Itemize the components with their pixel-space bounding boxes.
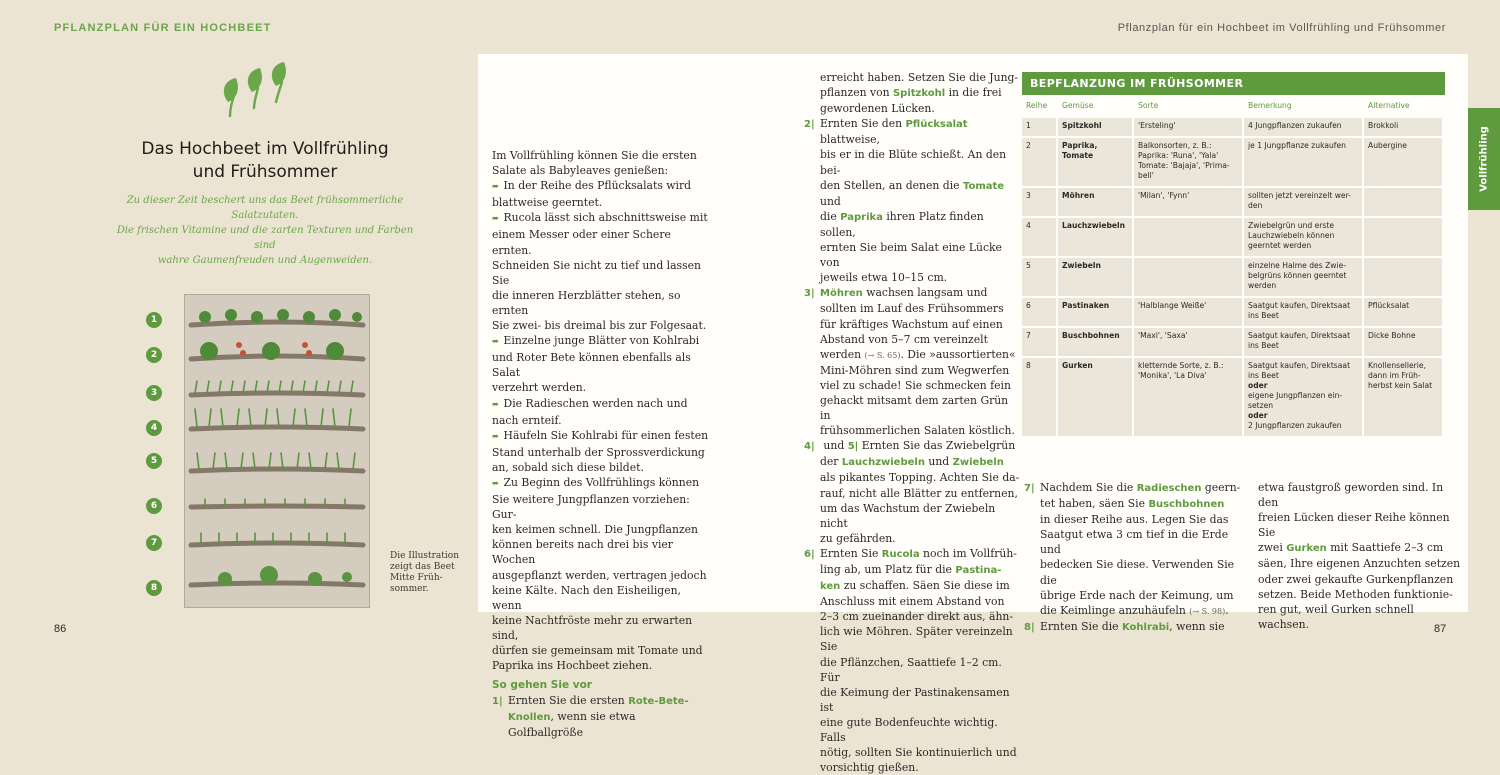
cell-line: oder: [1248, 381, 1268, 390]
row-badge: 3: [146, 385, 162, 401]
cell-line: werden: [1248, 281, 1277, 290]
text-line: lich wie Möhren. Später vereinzeln Sie: [820, 625, 1013, 654]
cell-line: ins Beet: [1248, 341, 1279, 350]
cell-line: 'Ersteling': [1138, 121, 1176, 130]
chapter-tab[interactable]: [1468, 108, 1500, 210]
table-cell-sorte: [1134, 218, 1242, 256]
table-cell-bemerkung: [1244, 328, 1362, 356]
bullet-item: ➨ Die Radieschen werden nach und: [492, 396, 688, 410]
table-row: [1022, 328, 1442, 356]
text-line: freien Lücken dieser Reihe können Sie: [1258, 511, 1450, 540]
text-line: die Pflänzchen, Saattiefe 1–2 cm. Für: [820, 655, 1002, 684]
text-line: ernten Sie beim Salat eine Lücke von: [820, 241, 1002, 270]
bullet-item: ➨ Zu Beginn des Vollfrühlings können: [492, 475, 700, 489]
cell-line: je 1 Jungpflanze zukaufen: [1248, 141, 1346, 150]
chapter-tab-label: Vollfrühling: [1478, 126, 1490, 192]
text-line: die Paprika ihren Platz finden sollen,: [820, 209, 984, 239]
cell-line: Saatgut kaufen, Direktsaat: [1248, 301, 1351, 310]
cell-line: 'Halblange Weiße': [1138, 301, 1207, 310]
cell-line: setzen: [1248, 401, 1274, 410]
cell-line: Pastinaken: [1062, 301, 1110, 310]
cell-line: den: [1248, 201, 1263, 210]
cell-line: sollten jetzt vereinzelt wer-: [1248, 191, 1351, 200]
cell-line: Paprika,: [1062, 141, 1098, 150]
cell-line: Paprika: 'Runa', 'Yala': [1138, 151, 1219, 160]
table-cell-bemerkung: [1244, 218, 1362, 256]
title-line: und Frühsommer: [192, 162, 338, 182]
text-line: Saatgut etwa 3 cm tief in die Erde und: [1040, 528, 1229, 557]
text-line: 2–3 cm zueinander direkt aus, ähn-: [820, 610, 1014, 624]
text-line: frühsommerlichen Salaten köstlich.: [820, 424, 1015, 438]
page-reference[interactable]: (→ S. 65): [864, 350, 901, 360]
text-line: die Keimlinge anzuhäufeln (→ S. 98).: [1040, 603, 1229, 617]
table-cell-reihe: 7: [1022, 328, 1056, 356]
table-row: [1022, 138, 1442, 186]
row-badge: 5: [146, 453, 162, 469]
illustration-caption: [390, 551, 464, 595]
arrow-icon: ➨: [492, 431, 500, 442]
text-line: ausgepflanzt werden, vertragen jedoch: [492, 568, 707, 582]
arrow-icon: ➨: [492, 337, 500, 348]
table-cell-alternative: [1364, 298, 1442, 326]
row-badge: 7: [146, 535, 162, 551]
column-header: Bemerkung: [1248, 101, 1292, 110]
step-item: 2| Ernten Sie den Pflücksalat blattweise,: [804, 117, 968, 147]
running-head-right: Pflanzplan für ein Hochbeet im Vollfrühling und Frühsommer: [1117, 22, 1446, 34]
cell-line: Möhren: [1062, 191, 1095, 200]
text-line: etwa faustgroß geworden sind. In den: [1258, 481, 1444, 510]
cell-line: Lauchzwiebeln können: [1248, 231, 1335, 240]
leaf-icon: [218, 62, 298, 118]
table-row: [1022, 218, 1442, 256]
table-cell-bemerkung: [1244, 188, 1362, 216]
step-item: 3| Möhren wachsen langsam und: [804, 286, 988, 300]
column-header: Reihe: [1026, 101, 1048, 110]
text-line: rauf, nicht alle Blätter zu entfernen,: [820, 486, 1018, 500]
running-head-left: PFLANZPLAN FÜR EIN HOCHBEET: [54, 22, 272, 34]
table-cell-alternative: [1364, 328, 1442, 356]
cell-line: Tomate: 'Bajaja', 'Prima-: [1138, 161, 1230, 170]
text-line: Knollen, wenn sie etwa Golfballgröße: [508, 710, 636, 740]
intro-line: wahre Gaumenfreuden und Augenweiden.: [157, 255, 373, 266]
arrow-icon: ➨: [492, 182, 500, 193]
table-cell-alternative: [1364, 118, 1442, 136]
table-cell-reihe: 8: [1022, 358, 1056, 436]
row-badge: 2: [146, 347, 162, 363]
text-line: die Keimung der Pastinakensamen ist: [820, 685, 1010, 714]
text-line: gewordenen Lücken.: [820, 102, 935, 116]
cell-line: 'Milan', 'Fynn': [1138, 191, 1190, 200]
row-badge: 8: [146, 580, 162, 596]
text-line: übrige Erde nach der Keimung, um: [1040, 588, 1234, 602]
row-badge: 4: [146, 420, 162, 436]
page-title: [110, 138, 420, 184]
text-line: zu gefährden.: [820, 531, 896, 545]
text-line: blattweise geerntet.: [492, 196, 603, 210]
text-column-3: [1024, 480, 1245, 635]
cell-line: Lauchzwiebeln: [1062, 221, 1126, 230]
column-header: Sorte: [1138, 101, 1159, 110]
cell-line: Zwiebeln: [1062, 261, 1101, 270]
text-line: für kräftiges Wachstum auf einen: [820, 317, 1003, 331]
table-cell-gemuese: [1058, 298, 1132, 326]
text-line: Anschluss mit einem Abstand von: [820, 595, 1005, 609]
table-cell-alternative: [1364, 218, 1442, 256]
table-cell-sorte: [1134, 118, 1242, 136]
text-line: der Lauchzwiebeln und Zwiebeln: [820, 455, 1004, 469]
caption-line: zeigt das Beet: [390, 562, 455, 572]
section-subhead: So gehen Sie vor: [492, 679, 592, 692]
cell-line: eigene Jungpflanzen ein-: [1248, 391, 1343, 400]
bullet-item: ➨ Häufeln Sie Kohlrabi für einen festen: [492, 428, 709, 442]
text-line: verzehrt werden.: [492, 381, 587, 395]
table-row: [1022, 188, 1442, 216]
table-cell-alternative: [1364, 138, 1442, 186]
table-cell-sorte: [1134, 328, 1242, 356]
column-header: Alternative: [1368, 101, 1410, 110]
text-line: Schneiden Sie nicht zu tief und lassen Sie: [492, 258, 701, 287]
text-line: Abstand von 5–7 cm vereinzelt: [820, 332, 988, 346]
table-cell-bemerkung: [1244, 138, 1362, 186]
cell-line: 'Monika', 'La Diva': [1138, 371, 1207, 380]
step-item: 7| Nachdem Sie die Radieschen geern-: [1024, 481, 1241, 494]
text-line: tet haben, säen Sie Buschbohnen: [1040, 497, 1225, 511]
cell-line: herbst kein Salat: [1368, 381, 1433, 390]
step-item: 1| Ernten Sie die ersten Rote-Bete-: [492, 694, 689, 708]
cell-line: kletternde Sorte, z. B.:: [1138, 361, 1224, 370]
table-cell-reihe: 6: [1022, 298, 1056, 326]
cell-line: Dicke Bohne: [1368, 331, 1416, 340]
table-cell-bemerkung: [1244, 358, 1362, 436]
text-line: können bereits nach drei bis vier Wochen: [492, 538, 673, 567]
text-line: ken keimen schnell. Die Jungpflanzen: [492, 523, 698, 537]
table-body: [1022, 118, 1442, 436]
step-item: 6| Ernten Sie Rucola noch im Vollfrüh-: [804, 546, 1017, 560]
cell-line: 4 Jungpflanzen zukaufen: [1248, 121, 1342, 130]
table-cell-gemuese: [1058, 188, 1132, 216]
text-line: keine Nachtfröste mehr zu erwarten sind,: [492, 613, 693, 642]
text-line: Paprika ins Hochbeet ziehen.: [492, 659, 653, 673]
text-line: einem Messer oder einer Schere ernten.: [492, 228, 671, 257]
cell-line: Zwiebelgrün und erste: [1248, 221, 1335, 230]
text-column-2: [804, 70, 1020, 775]
table-row: [1022, 298, 1442, 326]
page-number-left: 86: [54, 623, 67, 635]
cell-line: oder: [1248, 411, 1268, 420]
table-row: [1022, 358, 1442, 436]
table-cell-alternative: [1364, 358, 1442, 436]
table-title: BEPFLANZUNG IM FRÜHSOMMER: [1022, 72, 1445, 95]
table-cell-reihe: 3: [1022, 188, 1056, 216]
cell-line: belgrüns können geerntet: [1248, 271, 1347, 280]
intro-text: [110, 193, 420, 268]
text-line: nach ernteif.: [492, 413, 562, 427]
table-cell-alternative: [1364, 188, 1442, 216]
text-line: Sie zwei- bis dreimal bis zur Folgesaat.: [492, 319, 707, 333]
arrow-icon: ➨: [492, 399, 500, 410]
text-line: zwei Gurken mit Saattiefe 2–3 cm: [1258, 541, 1444, 555]
table-cell-alternative: [1364, 258, 1442, 296]
row-badge: 6: [146, 498, 162, 514]
cell-line: Saatgut kaufen, Direktsaat: [1248, 361, 1351, 370]
cell-line: 2 Jungpflanzen zukaufen: [1248, 421, 1342, 430]
table-cell-reihe: 4: [1022, 218, 1056, 256]
text-line: werden (→ S. 65). Die »aussortierten«: [820, 347, 1016, 361]
bed-drawing: [185, 295, 369, 607]
table-header-row: [1022, 99, 1442, 116]
cell-line: Brokkoli: [1368, 121, 1399, 130]
planting-table-wrap: [1020, 97, 1444, 438]
text-line: jeweils etwa 10–15 cm.: [820, 271, 948, 285]
row-badge: 1: [146, 312, 162, 328]
caption-line: Die Illustration: [390, 551, 460, 561]
bullet-item: ➨ In der Reihe des Pflücksalats wird: [492, 179, 692, 193]
text-line: viel zu schade! Sie schmecken fein: [820, 378, 1011, 392]
table-cell-gemuese: [1058, 258, 1132, 296]
text-line: gehackt mitsamt dem zarten Grün in: [820, 393, 1009, 423]
cell-line: Pflücksalat: [1368, 301, 1410, 310]
table-cell-sorte: [1134, 188, 1242, 216]
text-line: Salate als Babyleaves genießen:: [492, 164, 669, 178]
cell-line: Tomate: [1062, 151, 1094, 160]
cell-line: Knollensellerie,: [1368, 361, 1426, 370]
intro-line: Zu dieser Zeit beschert uns das Beet frühsommerliche Salatzutaten.: [126, 195, 404, 221]
text-line: oder zwei gekaufte Gurkenpflanzen: [1258, 572, 1454, 586]
cell-line: Spitzkohl: [1062, 121, 1102, 130]
table-row: [1022, 118, 1442, 136]
arrow-icon: ➨: [492, 214, 500, 225]
text-line: Sie weitere Jungpflanzen vorziehen: Gur-: [492, 493, 690, 522]
text-line: nötig, sollten Sie kontinuierlich und: [820, 746, 1017, 760]
text-line: ken zu schaffen. Säen Sie diese im: [820, 579, 1010, 593]
text-line: erreicht haben. Setzen Sie die Jung-: [820, 71, 1019, 84]
table-cell-sorte: [1134, 138, 1242, 186]
cell-line: geerntet werden: [1248, 241, 1312, 250]
table-cell-bemerkung: [1244, 258, 1362, 296]
table-cell-reihe: 2: [1022, 138, 1056, 186]
text-line: um das Wachstum der Zwiebeln nicht: [820, 501, 996, 530]
column-header: Gemüse: [1062, 101, 1094, 110]
text-line: setzen. Beide Methoden funktionie-: [1258, 587, 1453, 601]
text-line: eine gute Bodenfeuchte wichtig. Falls: [820, 715, 998, 745]
table-cell-gemuese: [1058, 118, 1132, 136]
step-item: 8| Ernten Sie die Kohlrabi, wenn sie: [1024, 619, 1225, 633]
table-cell-sorte: [1134, 258, 1242, 296]
text-line: bis er in die Blüte schießt. An den bei-: [820, 148, 1007, 177]
page-number-right: 87: [1434, 623, 1447, 635]
cell-line: dann im Früh-: [1368, 371, 1421, 380]
table-cell-bemerkung: [1244, 118, 1362, 136]
text-line: und Roter Bete können ebenfalls als Salat: [492, 351, 691, 380]
cell-line: ins Beet: [1248, 311, 1279, 320]
planting-table: [1020, 97, 1444, 438]
intro-line: Die frischen Vitamine und die zarten Texturen und Farben sind: [116, 225, 414, 251]
text-line: Im Vollfrühling können Sie die ersten: [492, 149, 697, 162]
table-cell-gemuese: [1058, 358, 1132, 436]
text-line: keine Kälte. Nach den Eisheiligen, wenn: [492, 583, 681, 612]
table-row: [1022, 258, 1442, 296]
table-cell-gemuese: [1058, 138, 1132, 186]
raised-bed-illustration: [184, 294, 370, 608]
text-line: als pikantes Topping. Achten Sie da-: [820, 471, 1020, 485]
table-cell-reihe: 5: [1022, 258, 1056, 296]
cell-line: einzelne Halme des Zwie-: [1248, 261, 1347, 270]
cell-line: bell': [1138, 171, 1154, 180]
text-line: pflanzen von Spitzkohl in die frei: [820, 86, 1002, 100]
table-cell-gemuese: [1058, 328, 1132, 356]
table-cell-bemerkung: [1244, 298, 1362, 326]
text-line: in dieser Reihe aus. Legen Sie das: [1040, 513, 1229, 527]
cell-line: Aubergine: [1368, 141, 1407, 150]
text-column-1: [492, 148, 710, 741]
text-line: an, sobald sich diese bildet.: [492, 460, 644, 474]
text-line: vorsichtig gießen.: [820, 761, 919, 775]
text-column-4: [1258, 480, 1463, 632]
cell-line: 'Maxi', 'Saxa': [1138, 331, 1188, 340]
text-line: dürfen sie gemeinsam mit Tomate und: [492, 644, 703, 657]
title-line: Das Hochbeet im Vollfrühling: [141, 139, 389, 159]
caption-line: Mitte Früh-: [390, 573, 443, 583]
cell-line: Gurken: [1062, 361, 1093, 370]
page-reference[interactable]: (→ S. 98): [1189, 606, 1226, 616]
text-line: sollten im Lauf des Frühsommers: [820, 302, 1004, 316]
cell-line: Buschbohnen: [1062, 331, 1120, 340]
cell-line: Saatgut kaufen, Direktsaat: [1248, 331, 1351, 340]
caption-line: sommer.: [390, 584, 429, 594]
text-line: ren gut, weil Gurken schnell wachsen.: [1258, 602, 1414, 631]
arrow-icon: ➨: [492, 478, 500, 489]
bullet-item: ➨ Rucola lässt sich abschnittsweise mit: [492, 211, 708, 225]
cell-line: Balkonsorten, z. B.:: [1138, 141, 1212, 150]
text-line: die inneren Herzblätter stehen, so ernten: [492, 288, 681, 317]
text-line: ling ab, um Platz für die Pastina-: [820, 563, 1002, 576]
table-cell-gemuese: [1058, 218, 1132, 256]
table-cell-reihe: 1: [1022, 118, 1056, 136]
text-line: den Stellen, an denen die Tomate und: [820, 178, 1005, 208]
step-item: 4| und 5| Ernten Sie das Zwiebelgrün: [804, 439, 1016, 453]
text-line: bedecken Sie diese. Verwenden Sie die: [1040, 558, 1235, 587]
bullet-item: ➨ Einzelne junge Blätter von Kohlrabi: [492, 334, 700, 348]
table-cell-sorte: [1134, 298, 1242, 326]
cell-line: ins Beet: [1248, 371, 1279, 380]
table-cell-sorte: [1134, 358, 1242, 436]
text-line: säen, Ihre eigenen Anzuchten setzen: [1258, 557, 1461, 571]
text-line: Stand unterhalb der Sprossverdickung: [492, 445, 705, 459]
text-line: Mini-Möhren sind zum Wegwerfen: [820, 363, 1010, 377]
